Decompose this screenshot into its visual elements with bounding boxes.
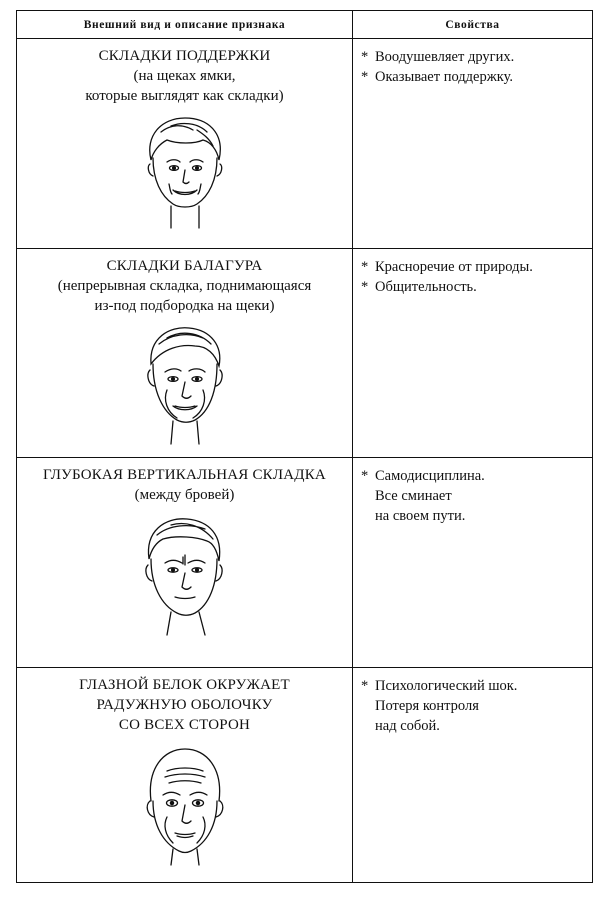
trait-title: ГЛУБОКАЯ ВЕРТИКАЛЬНАЯ СКЛАДКА — [43, 467, 326, 483]
properties-cell — [353, 458, 593, 668]
wide-eyed-bald-man-face-icon — [133, 743, 237, 867]
list-item: * Самодисциплина. Все сминает на своем пути. — [361, 466, 592, 526]
trait-note: (на щеках ямки, которые выглядят как складки) — [85, 68, 284, 104]
list-item: * Оказывает поддержку. — [361, 67, 592, 87]
traits-table — [16, 10, 593, 883]
table-row — [17, 668, 593, 883]
description-cell — [17, 39, 353, 249]
properties-list — [353, 249, 592, 297]
description-cell — [17, 668, 353, 883]
header-properties: Свойства — [353, 11, 593, 39]
properties-list — [353, 668, 592, 736]
properties-list — [353, 39, 592, 87]
trait-title: СКЛАДКИ БАЛАГУРА — [106, 258, 263, 274]
list-item: * Психологический шок. Потеря контроля над собой. — [361, 676, 592, 736]
properties-cell — [353, 39, 593, 249]
trait-title: СКЛАДКИ ПОДДЕРЖКИ — [98, 48, 271, 64]
frowning-man-face-icon — [137, 513, 233, 637]
trait-title: ГЛАЗНОЙ БЕЛОК ОКРУЖАЕТ РАДУЖНУЮ ОБОЛОЧКУ СО ВСЕХ СТОРОН — [79, 677, 290, 733]
trait-note: (непрерывная складка, поднимающаяся из-под подбородка на щеки) — [57, 278, 312, 314]
list-item: * Красноречие от природы. — [361, 257, 592, 277]
description-cell — [17, 458, 353, 668]
description-cell — [17, 249, 353, 458]
smiling-woman-face-icon — [137, 114, 233, 232]
properties-cell — [353, 249, 593, 458]
smiling-man-face-icon — [137, 324, 233, 448]
table-row — [17, 249, 593, 458]
properties-cell — [353, 668, 593, 883]
header-description: Внешний вид и описание признака — [17, 11, 353, 39]
table-row — [17, 458, 593, 668]
list-item: * Воодушевляет других. — [361, 47, 592, 67]
table-header-row — [17, 11, 593, 39]
properties-list — [353, 458, 592, 526]
table-row — [17, 39, 593, 249]
trait-note: (между бровей) — [134, 487, 235, 503]
list-item: * Общительность. — [361, 277, 592, 297]
